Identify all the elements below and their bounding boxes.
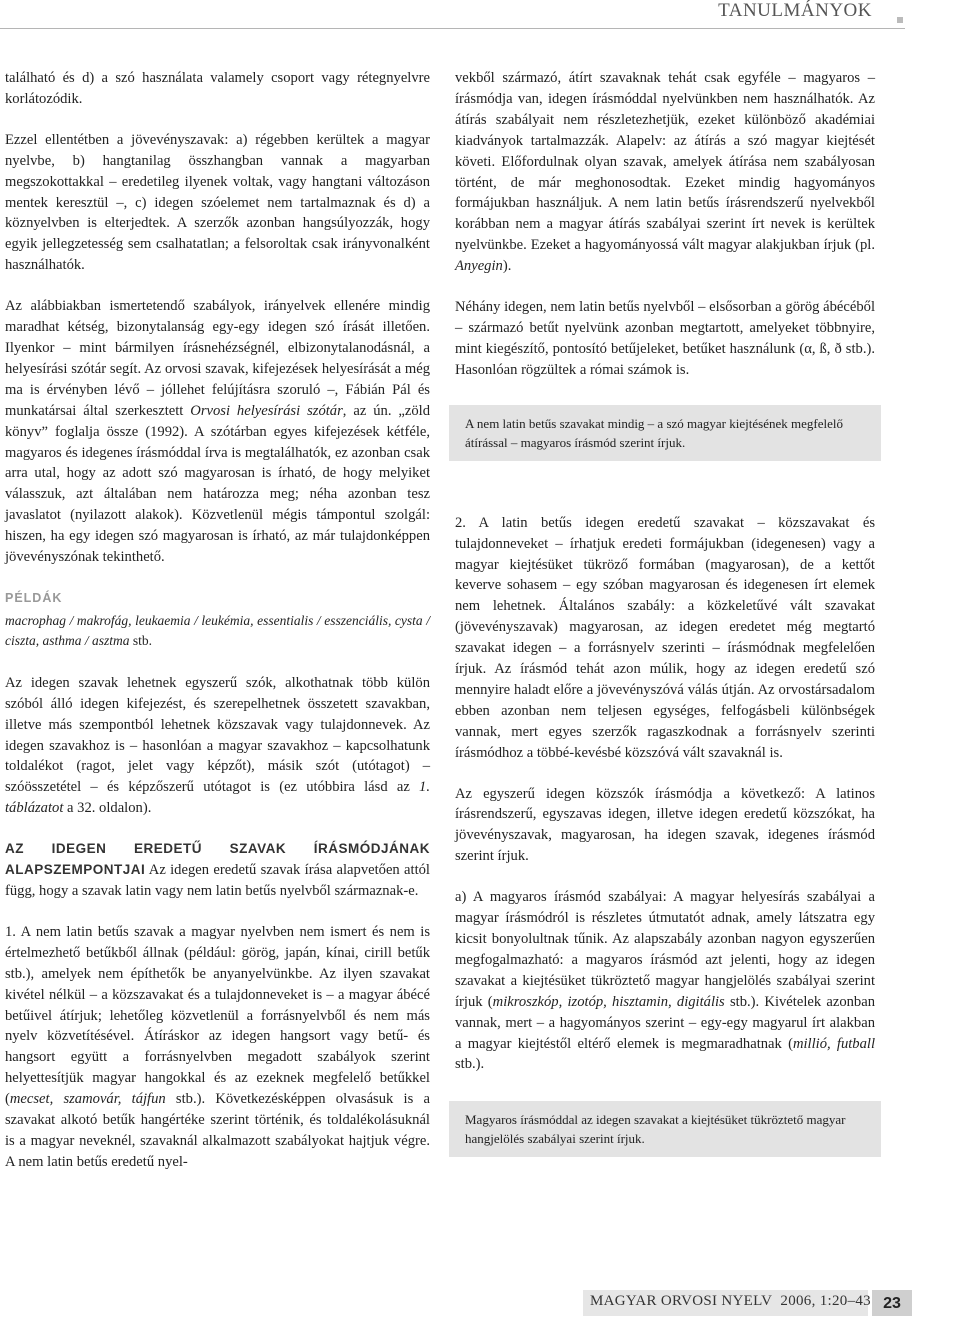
header-rule [0,28,905,29]
examples-heading: PÉLDÁK [5,590,63,605]
section-heading: AZ IDEGEN EREDETŰ SZAVAK ÍRÁSMÓDJÁNAK ALAPSZEMPONTJAI [5,841,430,878]
paragraph: 2. A latin betűs idegen eredetű szavakat – közszavakat és tulajdonneveket – írhatjuk eredeti formájukban (idegenesen) vagy a magyar kiejtésüket tükröző formában (magyarosan), de a kettőt keverve sohasem – egy szóban magyarosan és idegenesen írt elemek nem lehetnek. Általános szabály: a közkeletűvé vált szavakat (jövevényszavak) magyarosan, az idegen eredetet még megtartó szavakat idegen – a forrásnyelv szerinti – írásmódnak megfelelően írjuk. Az írásmód tehát azon múlik, hogy az idegen eredetű szó mennyire haladt előre a jövevényszóvá válás útján. Az orvostársadalom ebben azonban nem teljesen egységes, felfogásbeli különbségek vannak, mert egyes szerzők ragaszkodnak a forrásnyelv szerinti írásmódhoz a többé-kevésbé közszóvá vált szavaknál is. [455,514,875,761]
paragraph: 1. A nem latin betűs szavak a magyar nyelvben nem ismert és nem is értelmezhető betűkből állnak (például: görög, japán, kínai, cirill betűk stb.), amelyek nem építhetők be anyanyelvünkbe. Az ilyen szavakat kivétel nélkül – a közszavakat és a tulajdonneveket is – a magyar ábécé betűivel átírjuk; lehetőleg közvetlenül a forrásnyelvből és nem más nyelv közvetítésével. Átíráskor az idegen hangsort vagy betű- és hangsort együtt a forrásnyelvben megadott szabályok szerint helyettesítjük magyar hangokkal és az ezeknek megfelelő betűkkel (mecset, szamovár, tájfun stb.). Következésképpen olvasásuk is a szavakat alkotó betűk hangértéke szerint történik, és toldalékolásuknál is a magyar neveknél, szavaknál alkalmazott szabályokat hajtjuk végre. A nem latin betűs eredetű nyel- [5,923,430,1170]
page-number: 23 [872,1290,912,1316]
section-label: TANULMÁNYOK [718,0,872,21]
paragraph: Az alábbiakban ismertetendő szabályok, irányelvek ellenére mindig maradhat kétség, bizonytalanság egy-egy idegen szó írását illetően. Ilyenkor – mint bármilyen írásnehézségnél, elbizonytalanodásnál, a helyesírási szótár segít. Az orvosi szavak, kifejezések helyesírását a még ma is érvényben lévő – jóllehet felújításra szoruló –, Fábián Pál és munkatársai által szerkesztett Orvosi helyesírási szótár, az ún. „zöld könyv” foglalja össze (1992). A szótárban egyes kifejezések kétféle, magyaros és idegenes írásmóddal írva is megtalálhatók, ez azonban csak arra utal, hogy az adott szó magyarosan is írható, de hogy melyiket válasszuk, azt általában nem határozza meg; néha azonban tesz javaslatot (nyilazott alakok). Közvetlenül mégis támpontul szolgál: hiszen, ha egy idegen szó magyarosan is írható, az már tulajdonképpen jövevényszónak tekinthető. [5,298,431,566]
paragraph: Az egyszerű idegen közszók írásmódja a következő: A latinos írásrendszerű, egyszavas idegen, illetve idegen eredetű közszókat, ha jövevényszavak, magyarosan, ha idegen szavak, idegenes írásmód szerint írjuk. [455,785,875,865]
journal-issue: 2006, 1:20–43 [780,1293,871,1309]
journal-name: MAGYAR ORVOSI NYELV [590,1293,773,1309]
examples-list: macrophag / makrofág, leukaemia / leukémia, essentialis / esszenciális, cysta / ciszta, asthma / asztma stb. [5,612,430,648]
table-reference: 1. táblázatot [5,779,430,817]
dictionary-title: Orvosi helyesírási szótár [190,402,343,419]
paragraph: Néhány idegen, nem latin betűs nyelvből – elsősorban a görög ábécéből – származó betűt nyelvünk azonban megtartott, amelyeket többnyire, mint kiegészítő, pontosító betűjeleket, betűket használunk (α, ß, ð stb.). Hasonlóan rögzültek a római számok is. [455,299,875,378]
callout-box: A nem latin betűs szavakat mindig – a szó magyar kiejtésének megfelelő átírással – magyaros írásmód szerint írjuk. [449,405,881,461]
paragraph: AZ IDEGEN EREDETŰ SZAVAK ÍRÁSMÓDJÁNAK ALAPSZEMPONTJAI Az idegen eredetű szavak írása alapvetően attól függ, hogy a szavak latin vagy nem latin betűs nyelvből származnak-e. [5,841,430,899]
paragraph: található és d) a szó használata valamely csoport vagy rétegnyelvre korlátozódik. [5,70,430,107]
footer-journal-info [590,1293,871,1310]
paragraph: vekből származó, átírt szavaknak tehát csak egyféle – magyaros – írásmódja van, idegen írásmóddal nyelvünkben nem használhatók. Az átírás szabályait nem részletezhetjük, ezeket különböző akadémiai kiadványok tartalmazzák. Alapelv: az átírás a szó magyar kiejtését követi. Előfordulnak olyan szavak, amelyek átírása nem szabályosan történt, de már meghonosodtak. Ezeket mindig hagyományos formájukban használjuk. A nem latin betűs írásrendszerű nyelvekből korábban nem a magyar átírás szabályai szerint írt nevek is kerültek nyelvünkbe. Ezeket a hagyományossá vált magyar alakjukban írjuk (pl. Anyegin). [455,70,875,275]
paragraph: Az idegen szavak lehetnek egyszerű szók, alkothatnak több külön szóból álló idegen kifejezést, és szerepelhetnek összetett szavakban, illetve más szempontból lehetnek közszavak vagy tulajdonnevek. Az idegen szavakhoz is – hasonlóan a magyar szavakhoz – kapcsolhatunk toldalékot (ragot, jelet vagy képzőt), másik szót (utótagot) – szóösszetétel – és képzőszerű utótagot is (ez utóbbira lásd az 1. táblázatot a 32. oldalon). [5,674,430,817]
paragraph: a) A magyaros írásmód szabályai: A magyar helyesírás szabályai a magyar írásmódról is részletes útmutatót adnak, amely látszatra egy kicsit bonyolultnak tűnik. Az alapszabály azonban nagyon egyszerűen megfogalmazható: a magyaros írásmód azt jelenti, hogy az idegen szavakat a kiejtésüket tükröztető magyar hangjelölés szabályai szerint írjuk (mikroszkóp, izotóp, hisztamin, digitális stb.). Kivételek azonban vannak, mert – a hagyományos szerint – egy-egy magyarul írt alakban a magyar kiejtéstől eltérő elemek is megmaradhatnak (millió, futball stb.). [455,889,875,1073]
header-square-ornament [897,17,903,23]
left-column [5,68,430,1173]
callout-box: Magyaros írásmóddal az idegen szavakat a kiejtésüket tükröztető magyar hangjelölés szabályai szerint írjuk. [449,1101,881,1157]
right-column [455,68,875,1177]
paragraph: Ezzel ellentétben a jövevényszavak: a) régebben kerültek a magyar nyelvbe, b) hangtanilag összhangban vannak a magyarban megszokottakkal – eredetileg ilyenek voltak, vagy hangtani változáson mentek keresztül –, c) idegen szóelemet nem tartalmaznak és d) a köznyelvben is elterjedtek. A szerzők azonban hangsúlyozzák, hogy egyik jellegzetesség sem csalhatatlan; a felsoroltak csak irányvonalként használhatók. [5,131,430,274]
